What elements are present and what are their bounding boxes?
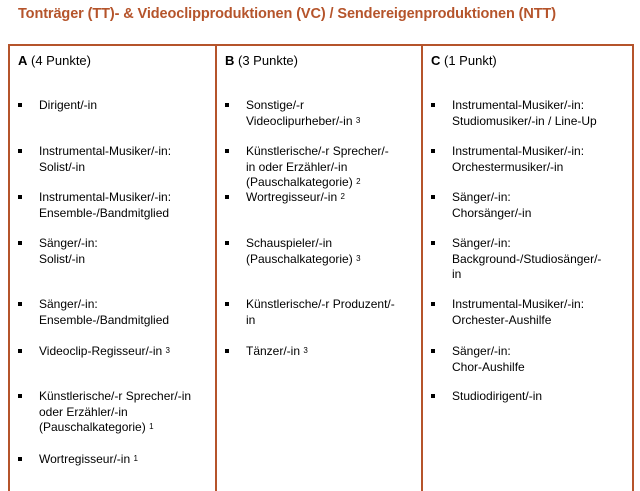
item-label: Sänger/-in: Chor-Aushilfe: [452, 344, 525, 374]
item-text: [39, 297, 169, 328]
column-c-header: [431, 53, 497, 68]
item-text: [246, 236, 361, 267]
bullet-icon: [18, 394, 22, 398]
column-c: [421, 46, 634, 491]
item-text: [452, 190, 531, 221]
bullet-icon: [431, 103, 435, 107]
item-label: Instrumental-Musiker/-in: Solist/-in: [39, 144, 172, 174]
bullet-icon: [225, 302, 229, 306]
bullet-icon: [431, 195, 435, 199]
column-a: [8, 46, 215, 491]
bullet-icon: [431, 394, 435, 398]
item-label: Sänger/-in: Background-/Studiosänger/- in: [452, 236, 602, 281]
column-c-letter: C: [431, 53, 441, 68]
item-label: Studiodirigent/-in: [452, 389, 543, 403]
item-text: [39, 344, 170, 360]
item-label: Sonstige/-r Videoclipurheber/-in: [246, 98, 353, 128]
item-text: [39, 452, 138, 468]
item-label: Künstlerische/-r Sprecher/- in oder Erzähler/-in (Pauschalkategorie): [246, 144, 389, 189]
item-text: [246, 190, 345, 206]
bullet-icon: [225, 241, 229, 245]
bullet-icon: [18, 457, 22, 461]
column-b-points: (3 Punkte): [238, 53, 298, 68]
item-label: Videoclip-Regisseur/-in: [39, 344, 163, 358]
item-label: Künstlerische/-r Sprecher/-in oder Erzähler/-in (Pauschalkategorie): [39, 389, 192, 434]
item-text: [39, 98, 97, 114]
bullet-icon: [225, 195, 229, 199]
item-label: Dirigent/-in: [39, 98, 98, 112]
item-label: Instrumental-Musiker/-in: Studiomusiker/-in / Line-Up: [452, 98, 597, 128]
bullet-icon: [431, 149, 435, 153]
footnote-marker: 3: [303, 346, 308, 355]
column-a-header: [18, 53, 91, 68]
footnote-marker: 2: [340, 192, 345, 201]
bullet-icon: [18, 149, 22, 153]
item-text: [452, 389, 542, 405]
item-label: Tänzer/-in: [246, 344, 301, 358]
item-text: [39, 190, 171, 221]
bullet-icon: [18, 349, 22, 353]
footnote-marker: 2: [356, 177, 361, 186]
footnote-marker: 3: [355, 115, 361, 125]
bullet-icon: [225, 149, 229, 153]
bullet-icon: [225, 349, 229, 353]
footnote-marker: 1: [133, 454, 138, 463]
item-label: Sänger/-in: Ensemble-/Bandmitglied: [39, 297, 170, 327]
column-a-letter: A: [18, 53, 28, 68]
bullet-icon: [431, 349, 435, 353]
bullet-icon: [18, 103, 22, 107]
column-a-points: (4 Punkte): [31, 53, 91, 68]
item-text: [246, 144, 389, 191]
item-text: [39, 144, 171, 175]
category-table: [8, 44, 634, 491]
column-b-header: [225, 53, 298, 68]
item-label: Instrumental-Musiker/-in: Orchestermusiker/-in: [452, 144, 585, 174]
item-label: Wortregisseur/-in: [39, 452, 131, 466]
item-text: [39, 236, 98, 267]
item-text: [452, 297, 584, 328]
item-label: Schauspieler/-in (Pauschalkategorie): [246, 236, 353, 266]
item-label: Instrumental-Musiker/-in: Ensemble-/Bandmitglied: [39, 190, 172, 220]
item-text: [452, 236, 601, 283]
item-label: Instrumental-Musiker/-in: Orchester-Aushilfe: [452, 297, 585, 327]
item-text: [452, 144, 584, 175]
item-text: [246, 98, 360, 129]
footnote-marker: 1: [149, 422, 154, 431]
item-label: Sänger/-in: Solist/-in: [39, 236, 98, 266]
column-b-letter: B: [225, 53, 235, 68]
bullet-icon: [431, 241, 435, 245]
item-text: [452, 98, 597, 129]
item-label: Wortregisseur/-in: [246, 190, 338, 204]
footnote-marker: 3: [165, 346, 170, 355]
item-text: [452, 344, 525, 375]
item-label: Sänger/-in: Chorsänger/-in: [452, 190, 532, 220]
bullet-icon: [18, 302, 22, 306]
bullet-icon: [18, 195, 22, 199]
item-text: [39, 389, 191, 436]
item-text: [246, 297, 395, 328]
bullet-icon: [18, 241, 22, 245]
item-text: [246, 344, 308, 360]
column-c-points: (1 Punkt): [444, 53, 497, 68]
bullet-icon: [225, 103, 229, 107]
page-title: Tonträger (TT)- & Videoclipproduktionen (VC) / Sendereigenproduktionen (NTT): [18, 6, 557, 22]
footnote-marker: 3: [356, 253, 361, 263]
item-label: Künstlerische/-r Produzent/- in: [246, 297, 395, 327]
bullet-icon: [431, 302, 435, 306]
column-b: [215, 46, 421, 491]
